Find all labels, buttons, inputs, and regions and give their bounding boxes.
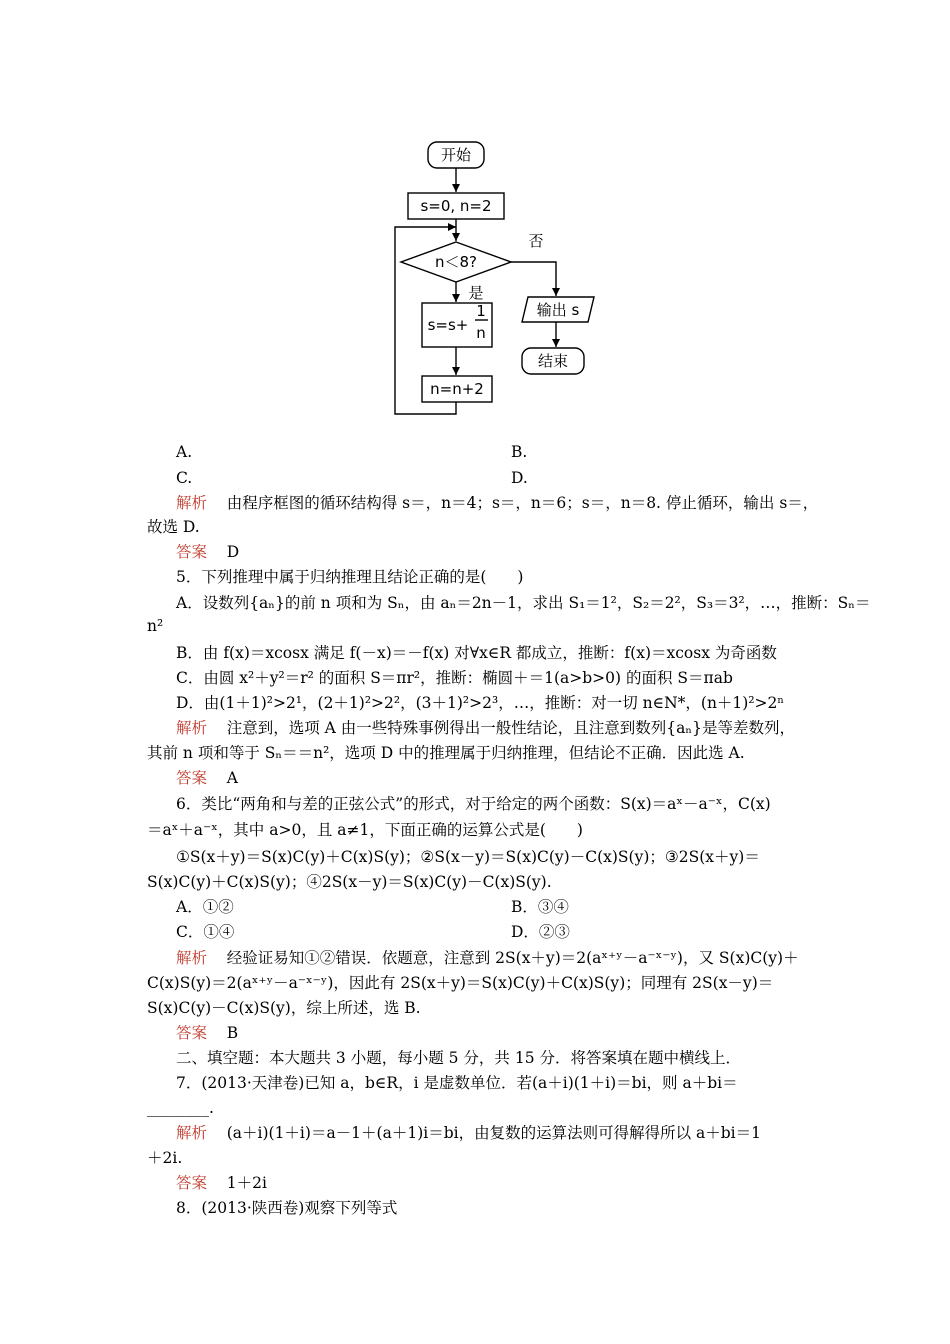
q6-option-d: D．②③ bbox=[511, 923, 570, 941]
q7-solution-text: (a＋i)(1＋i)＝a－1＋(a＋1)i＝bi，由复数的运算法则可得解得所以 a＋bi＝1 bbox=[226, 1124, 761, 1142]
q4-option-a: A. bbox=[176, 443, 193, 461]
q6-stem-cont: ＝aˣ＋a⁻ˣ，其中 a>0，且 a≠1，下面正确的运算公式是( ) bbox=[147, 821, 583, 839]
q6-formulas-cont: S(x)C(y)＋C(x)S(y)；④2S(x－y)＝S(x)C(y)－C(x)S(y). bbox=[147, 873, 552, 891]
q6-solution-cont2: S(x)C(y)－C(x)S(y)，综上所述，选 B. bbox=[147, 999, 421, 1017]
q6-options-ab bbox=[0, 895, 950, 919]
q5-option-b: B．由 f(x)＝xcosx 满足 f(－x)＝－f(x) 对∀x∈R 都成立，推断：f(x)＝xcosx 为奇函数 bbox=[176, 644, 777, 662]
solution-label: 解析 bbox=[176, 494, 208, 512]
end-node: 结束 bbox=[537, 352, 569, 370]
frac-numerator: 1 bbox=[476, 302, 486, 320]
answer-label: 答案 bbox=[176, 769, 208, 787]
q7-solution-cont: ＋2i. bbox=[147, 1149, 183, 1167]
q5-stem: 5．下列推理中属于归纳推理且结论正确的是( ) bbox=[176, 568, 524, 586]
start-node: 开始 bbox=[440, 146, 472, 164]
q5-option-c: C．由圆 x²＋y²＝r² 的面积 S＝πr²，推断：椭圆＋＝1(a>b>0) 的面积 S＝πab bbox=[176, 669, 733, 687]
q7-blank: ________. bbox=[147, 1099, 214, 1117]
q4-option-d: D. bbox=[511, 469, 528, 487]
q6-option-c: C．①④ bbox=[176, 923, 235, 941]
q5-answer-value: A bbox=[226, 769, 238, 787]
update-s-node: s=s+ bbox=[427, 316, 469, 334]
q5-solution bbox=[0, 716, 950, 740]
frac-denominator: n bbox=[476, 324, 486, 342]
q4-answer-value: D bbox=[226, 543, 240, 561]
q6-answer-value: B bbox=[226, 1024, 239, 1042]
q5-solution-text: 注意到，选项 A 由一些特殊事例得出一般性结论，且注意到数列{aₙ}是等差数列， bbox=[226, 719, 795, 737]
output-node: 输出 s bbox=[536, 301, 580, 319]
q5-answer bbox=[0, 766, 950, 790]
q4-option-b: B. bbox=[511, 443, 528, 461]
q6-solution-cont: C(x)S(y)＝2(aˣ⁺ʸ－a⁻ˣ⁻ʸ)，因此有 2S(x＋y)＝S(x)C(y)＋C(x)S(y)；同理有 2S(x－y)＝ bbox=[147, 974, 774, 992]
condition-node: n＜8? bbox=[434, 253, 478, 271]
solution-label: 解析 bbox=[176, 1124, 208, 1142]
yes-label: 是 bbox=[468, 284, 484, 302]
solution-label: 解析 bbox=[176, 949, 208, 967]
q6-options-cd bbox=[0, 920, 950, 944]
q5-option-d: D．由(1＋1)²>2¹，(2＋1)²>2²，(3＋1)²>2³，…，推断：对一切 n∈N*，(n＋1)²>2ⁿ bbox=[176, 694, 785, 712]
q4-options-ab bbox=[0, 440, 950, 464]
q5-option-a-cont: n² bbox=[147, 617, 164, 635]
q6-option-a: A．①② bbox=[176, 898, 234, 916]
q6-answer bbox=[0, 1021, 950, 1045]
q4-option-c: C. bbox=[176, 469, 193, 487]
answer-label: 答案 bbox=[176, 1174, 208, 1192]
q6-option-b: B．③④ bbox=[511, 898, 569, 916]
q4-solution bbox=[0, 491, 950, 515]
q6-stem: 6．类比“两角和与差的正弦公式”的形式，对于给定的两个函数：S(x)＝aˣ－a⁻ˣ，C(x) bbox=[176, 795, 771, 813]
q6-formulas: ①S(x＋y)＝S(x)C(y)＋C(x)S(y)；②S(x－y)＝S(x)C(y)－C(x)S(y)；③2S(x＋y)＝ bbox=[176, 848, 760, 866]
answer-label: 答案 bbox=[176, 543, 208, 561]
q7-answer-value: 1＋2i bbox=[226, 1174, 267, 1192]
q4-options-cd bbox=[0, 466, 950, 490]
q4-answer bbox=[0, 540, 950, 564]
q8-stem: 8．(2013·陕西卷)观察下列等式 bbox=[176, 1199, 398, 1217]
q5-solution-cont: 其前 n 项和等于 Sₙ＝＝n²，选项 D 中的推理属于归纳推理，但结论不正确．因此选 A. bbox=[147, 744, 745, 762]
q4-solution-cont: 故选 D. bbox=[147, 518, 200, 536]
section-heading: 二、填空题：本大题共 3 小题，每小题 5 分，共 15 分．将答案填在题中横线上． bbox=[176, 1049, 742, 1067]
q4-solution-text: 由程序框图的循环结构得 s＝，n＝4；s＝，n＝6；s＝，n＝8. 停止循环，输出 s＝， bbox=[226, 494, 819, 512]
q5-option-a: A．设数列{aₙ}的前 n 项和为 Sₙ，由 aₙ＝2n－1，求出 S₁＝1²，S₂＝2²，S₃＝3²，…，推断：Sₙ＝ bbox=[176, 594, 871, 612]
init-node: s=0, n=2 bbox=[420, 197, 492, 215]
q7-answer bbox=[0, 1171, 950, 1195]
q7-solution bbox=[0, 1121, 950, 1145]
q7-stem: 7．(2013·天津卷)已知 a，b∈R，i 是虚数单位．若(a＋i)(1＋i)＝bi，则 a＋bi＝ bbox=[176, 1074, 738, 1092]
q6-solution bbox=[0, 946, 950, 970]
no-label: 否 bbox=[528, 232, 544, 250]
answer-label: 答案 bbox=[176, 1024, 208, 1042]
solution-label: 解析 bbox=[176, 719, 208, 737]
program-flowchart bbox=[390, 130, 610, 420]
update-n-node: n=n+2 bbox=[430, 380, 484, 398]
q6-solution-text: 经验证易知①②错误．依题意，注意到 2S(x＋y)＝2(aˣ⁺ʸ－a⁻ˣ⁻ʸ)，又 S(x)C(y)＋ bbox=[226, 949, 799, 967]
